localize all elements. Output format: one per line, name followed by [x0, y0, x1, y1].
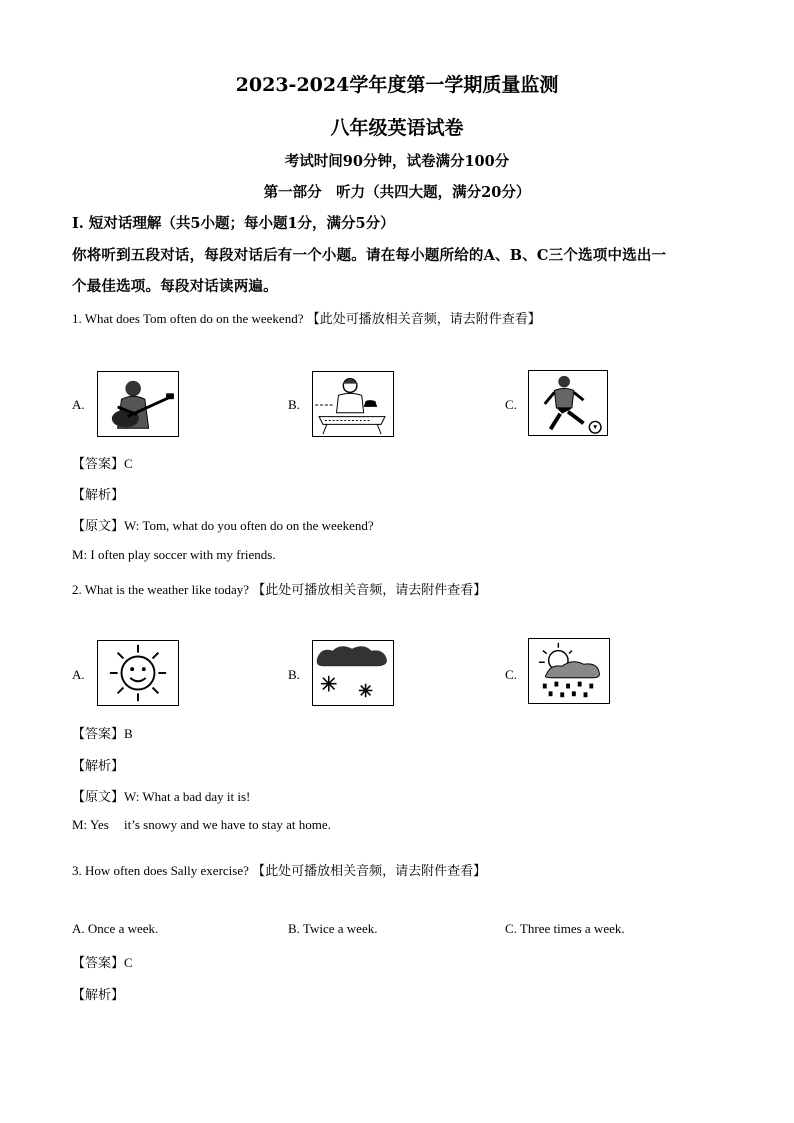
- q2-answer: 【答案】B: [72, 726, 133, 741]
- part-title: 第一部分 听力（共四大题，满分20分）: [263, 184, 531, 201]
- q3-option-a[interactable]: A. Once a week.: [72, 921, 159, 936]
- q2-option-b-label[interactable]: B.: [288, 667, 300, 682]
- exam-title: 2023-2024学年度第一学期质量监测: [235, 74, 559, 96]
- q1-answer: 【答案】C: [72, 456, 133, 471]
- instructions-line-2: 个最佳选项。每段对话读两遍。: [72, 278, 278, 295]
- exam-subtitle: 八年级英语试卷: [330, 117, 464, 139]
- q1-script-woman: 【原文】W: Tom, what do you often do on the weekend?: [72, 518, 374, 533]
- q3-option-c[interactable]: C. Three times a week.: [505, 921, 625, 936]
- q1-script-man: M: I often play soccer with my friends.: [72, 547, 276, 562]
- ironing-picture[interactable]: [312, 371, 394, 437]
- q1-option-b-label[interactable]: B.: [288, 397, 300, 412]
- q2-script-woman: 【原文】W: What a bad day it is!: [72, 789, 251, 804]
- q3-analysis: 【解析】: [72, 987, 125, 1002]
- instructions-line-1: 你将听到五段对话，每段对话后有一个小题。请在每小题所给的A、B、C三个选项中选出一: [72, 247, 667, 264]
- q3-option-b[interactable]: B. Twice a week.: [288, 921, 378, 936]
- q3-answer: 【答案】C: [72, 955, 133, 970]
- question-1-stem: 1. What does Tom often do on the weekend? 【此处可播放相关音频，请去附件查看】: [72, 311, 541, 326]
- q1-analysis: 【解析】: [72, 487, 125, 502]
- soccer-picture[interactable]: [528, 370, 608, 436]
- rain-picture[interactable]: [528, 638, 610, 704]
- snowy-picture[interactable]: [312, 640, 394, 706]
- exam-info: 考试时间90分钟，试卷满分100分: [284, 153, 510, 170]
- q2-script-man-a: M: Yes: [72, 817, 109, 832]
- q1-option-a-label[interactable]: A.: [72, 397, 85, 412]
- q2-analysis: 【解析】: [72, 758, 125, 773]
- q2-option-c-label[interactable]: C.: [505, 667, 517, 682]
- q1-option-c-label[interactable]: C.: [505, 397, 517, 412]
- sunny-picture[interactable]: [97, 640, 179, 706]
- section-heading: I. 短对话理解（共5小题；每小题1分，满分5分）: [72, 215, 395, 232]
- question-2-stem: 2. What is the weather like today? 【此处可播放相关音频，请去附件查看】: [72, 582, 487, 597]
- q2-script-man-b: it’s snowy and we have to stay at home.: [124, 817, 331, 832]
- guitar-picture[interactable]: [97, 371, 179, 437]
- question-3-stem: 3. How often does Sally exercise? 【此处可播放相关音频，请去附件查看】: [72, 863, 487, 878]
- q2-option-a-label[interactable]: A.: [72, 667, 85, 682]
